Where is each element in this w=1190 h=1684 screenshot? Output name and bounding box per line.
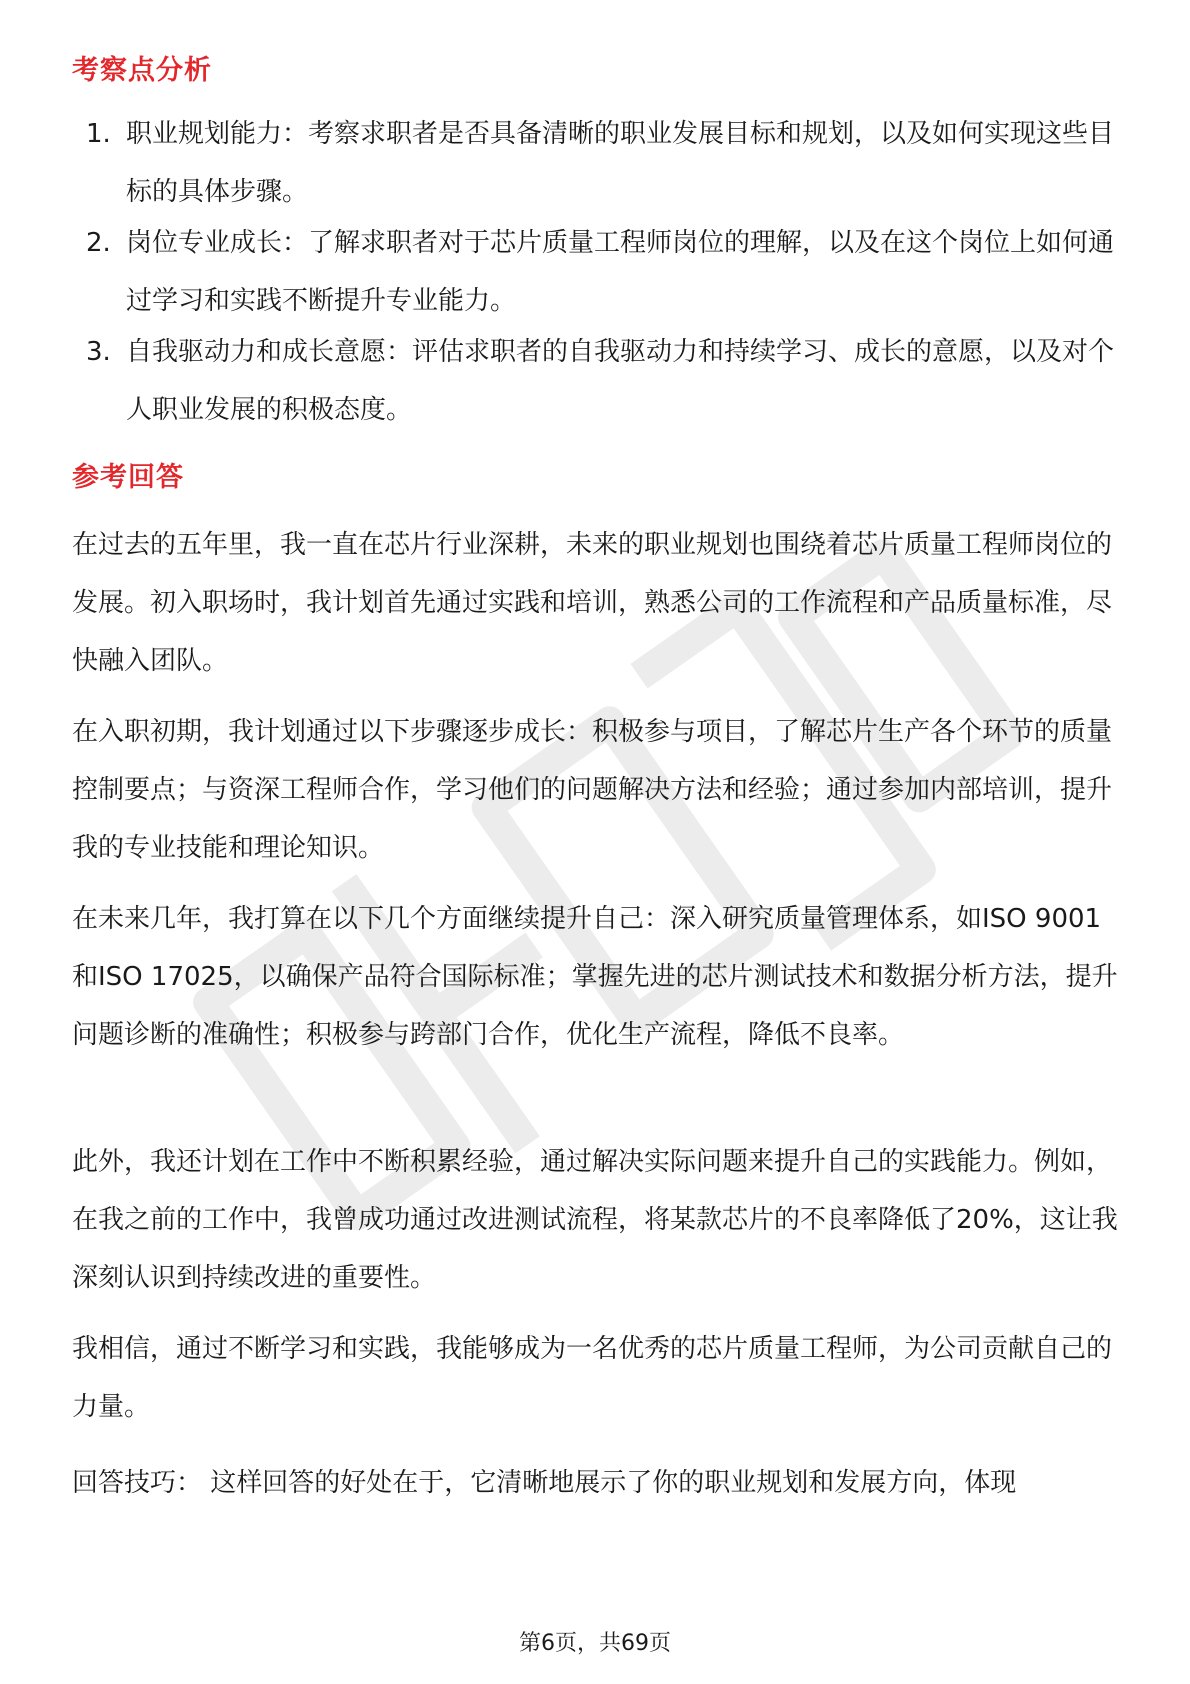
list-number: 3. xyxy=(86,337,111,367)
answer-paragraph: 在入职初期，我计划通过以下步骤逐步成长：积极参与项目，了解芯片生产各个环节的质量控制要点；与资深工程师合作，学习他们的问题解决方法和经验；通过参加内部培训，提升我的专业技能和理论知识。 xyxy=(72,717,1113,863)
page-number: 第6页，共69页 xyxy=(519,1631,671,1656)
answer-heading: 参考回答 xyxy=(72,462,184,493)
answer-paragraph: 在过去的五年里，我一直在芯片行业深耕，未来的职业规划也围绕着芯片质量工程师岗位的发展。初入职场时，我计划首先通过实践和培训，熟悉公司的工作流程和产品质量标准，尽快融入团队。 xyxy=(72,530,1113,676)
answer-paragraph: 我相信，通过不断学习和实践，我能够成为一名优秀的芯片质量工程师，为公司贡献自己的力量。 xyxy=(72,1334,1113,1422)
answer-paragraph: 在未来几年，我打算在以下几个方面继续提升自己：深入研究质量管理体系，如ISO 9001和ISO 17025，以确保产品符合国际标准；掌握先进的芯片测试技术和数据分析方法，提升问题诊断的准确性；积极参与跨部门合作，优化生产流程，降低不良率。 xyxy=(72,904,1118,1050)
answer-tip-paragraph: 回答技巧： 这样回答的好处在于，它清晰地展示了你的职业规划和发展方向，体现 xyxy=(72,1468,1017,1498)
list-number: 2. xyxy=(86,228,111,258)
analysis-heading: 考察点分析 xyxy=(72,55,212,86)
list-number: 1. xyxy=(86,119,111,149)
list-text: 自我驱动力和成长意愿：评估求职者的自我驱动力和持续学习、成长的意愿，以及对个人职业发展的积极态度。 xyxy=(126,337,1115,425)
answer-paragraph: 此外，我还计划在工作中不断积累经验，通过解决实际问题来提升自己的实践能力。例如，在我之前的工作中，我曾成功通过改进测试流程，将某款芯片的不良率降低了20%，这让我深刻认识到持续改进的重要性。 xyxy=(72,1147,1118,1293)
list-text: 岗位专业成长：了解求职者对于芯片质量工程师岗位的理解，以及在这个岗位上如何通过学习和实践不断提升专业能力。 xyxy=(126,228,1115,316)
list-text: 职业规划能力：考察求职者是否具备清晰的职业发展目标和规划，以及如何实现这些目标的具体步骤。 xyxy=(126,119,1115,207)
